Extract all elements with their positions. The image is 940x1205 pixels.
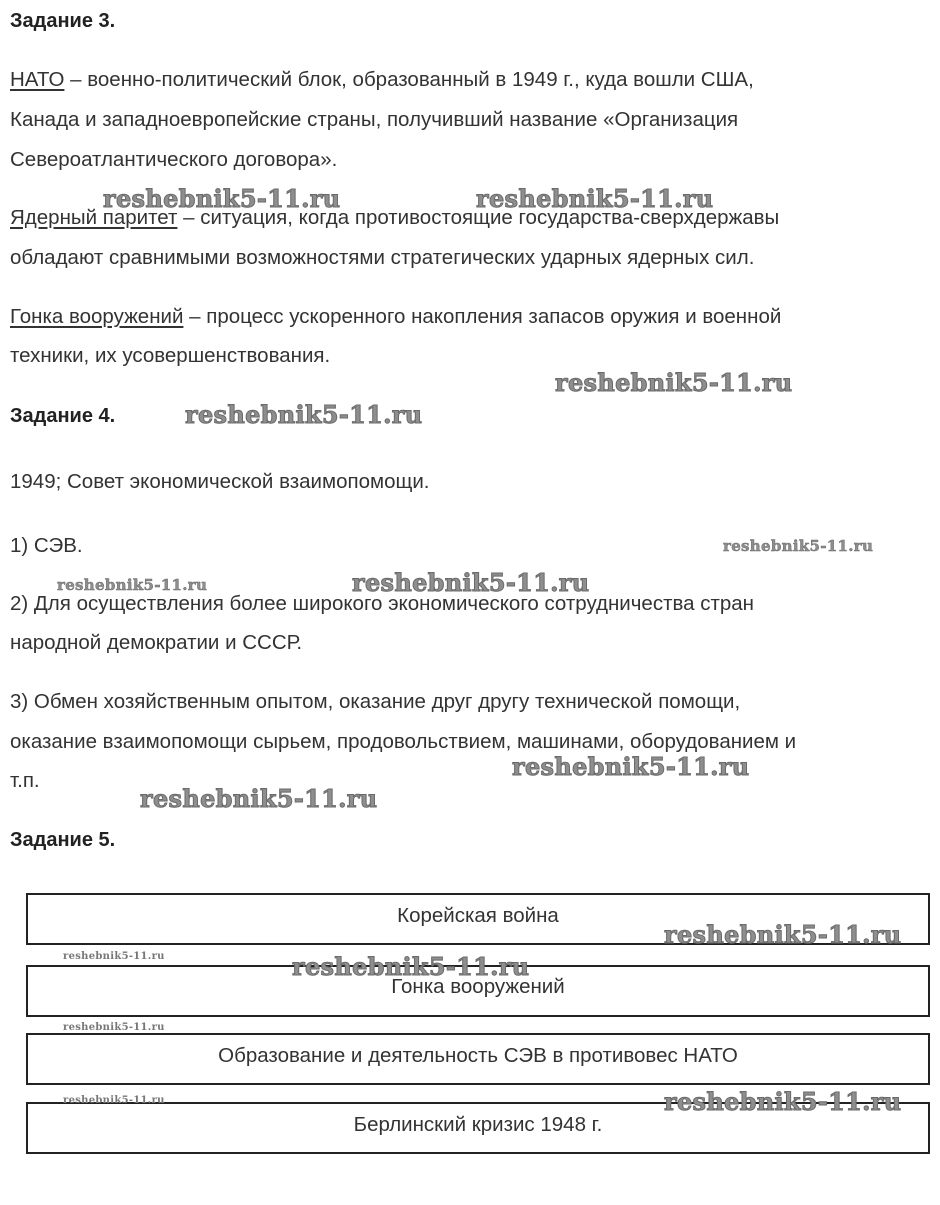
watermark: reshebnik5-11.ru bbox=[103, 184, 341, 213]
race-term: Гонка вооружений bbox=[10, 305, 184, 328]
nato-definition-line2: Канада и западноевропейские страны, получивший название «Организация bbox=[10, 108, 739, 131]
watermark: reshebnik5-11.ru bbox=[555, 368, 793, 397]
watermark: reshebnik5-11.ru bbox=[476, 184, 714, 213]
parity-term: Ядерный паритет bbox=[10, 206, 178, 229]
race-definition-text: – процесс ускоренного накопления запасов оружия и военной bbox=[183, 305, 782, 328]
parity-definition-line2: обладают сравнимыми возможностями стратегических ударных ядерных сил. bbox=[10, 246, 755, 269]
watermark: reshebnik5-11.ru bbox=[352, 568, 590, 597]
chain-box-label: Образование и деятельность СЭВ в противовес НАТО bbox=[218, 1044, 738, 1067]
nato-definition-line1 bbox=[10, 68, 754, 92]
task3-heading: Задание 3. bbox=[10, 10, 116, 32]
watermark: reshebnik5-11.ru bbox=[63, 951, 165, 962]
chain-box-label: Берлинский кризис 1948 г. bbox=[353, 1113, 603, 1136]
task4-heading: Задание 4. bbox=[10, 405, 116, 427]
task4-item3-line2: оказание взаимопомощи сырьем, продовольствием, машинами, оборудованием и bbox=[10, 730, 797, 753]
task4-item2-line1: 2) Для осуществления более широкого экономического сотрудничества стран bbox=[10, 592, 754, 615]
watermark: reshebnik5-11.ru bbox=[512, 752, 750, 781]
watermark: reshebnik5-11.ru bbox=[185, 400, 423, 429]
watermark: reshebnik5-11.ru bbox=[63, 1095, 165, 1106]
race-definition-line1 bbox=[10, 305, 781, 329]
watermark: reshebnik5-11.ru bbox=[664, 920, 902, 949]
parity-definition-text: – ситуация, когда противостоящие государства-сверхдержавы bbox=[177, 206, 780, 229]
watermark: reshebnik5-11.ru bbox=[63, 1022, 165, 1033]
chain-box-label: Корейская война bbox=[397, 904, 559, 927]
watermark: reshebnik5-11.ru bbox=[664, 1087, 902, 1116]
nato-definition-text: – военно-политический блок, образованный в 1949 г., куда вошли США, bbox=[64, 68, 754, 91]
task4-item3-line1: 3) Обмен хозяйственным опытом, оказание друг другу технической помощи, bbox=[10, 690, 741, 713]
watermark: reshebnik5-11.ru bbox=[292, 952, 530, 981]
chain-box-label: Гонка вооружений bbox=[391, 975, 565, 998]
watermark: reshebnik5-11.ru bbox=[57, 576, 208, 594]
chain-box-comecon bbox=[26, 1033, 930, 1085]
task4-item1: 1) СЭВ. bbox=[10, 534, 83, 557]
task4-item2-line2: народной демократии и СССР. bbox=[10, 631, 303, 654]
watermark: reshebnik5-11.ru bbox=[140, 784, 378, 813]
race-definition-line2: техники, их усовершенствования. bbox=[10, 344, 331, 367]
task4-intro: 1949; Совет экономической взаимопомощи. bbox=[10, 470, 430, 493]
watermark: reshebnik5-11.ru bbox=[723, 537, 874, 555]
task4-item3-line3: т.п. bbox=[10, 769, 40, 792]
nato-definition-line3: Североатлантического договора». bbox=[10, 148, 338, 171]
nato-term: НАТО bbox=[10, 68, 65, 91]
task5-heading: Задание 5. bbox=[10, 829, 116, 851]
